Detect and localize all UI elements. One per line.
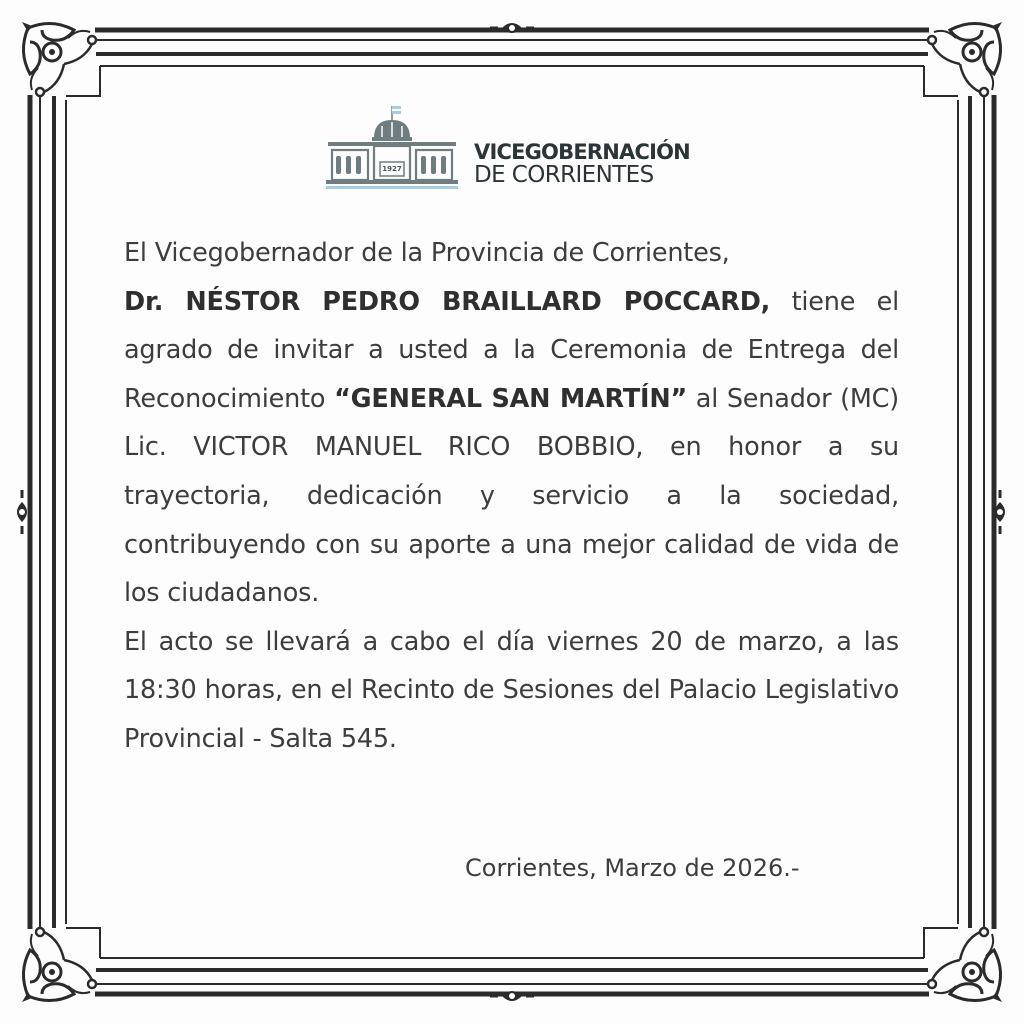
event-details: El acto se llevará a cabo el día viernes 20 de marzo, a las 18:30 horas, en el Recinto de Sesiones del Palacio Legislativo Provincial - Salta 545. xyxy=(124,626,899,754)
signoff-date: Corrientes, Marzo de 2026.- xyxy=(465,854,800,882)
honoree-host-name: Dr. NÉSTOR PEDRO BRAILLARD POCCARD, xyxy=(124,286,771,317)
award-name: “GENERAL SAN MARTÍN” xyxy=(334,383,688,414)
logo-title: VICEGOBERNACIÓN xyxy=(474,140,690,164)
invitation-body xyxy=(124,229,899,764)
invitation-details: al Senador (MC) Lic. VICTOR MANUEL RICO BOBBIO, en honor a su trayectoria, dedicación y servicio a la sociedad, contribuyendo con su aporte a una mejor calidad de vida de los ciudadanos. xyxy=(124,383,900,609)
invitation-paragraph xyxy=(124,229,899,618)
legislative-palace-icon xyxy=(326,104,461,190)
logo-year: 1927 xyxy=(382,165,402,173)
logo-subtitle: DE CORRIENTES xyxy=(474,162,654,188)
invitation-intro: El Vicegobernador de la Provincia de Corrientes, xyxy=(124,238,730,268)
vicegobernacion-logo xyxy=(326,104,706,190)
invitation-text: tiene el agrado de invitar a usted a la Ceremonia de Entrega del Reconocimiento xyxy=(124,286,899,414)
